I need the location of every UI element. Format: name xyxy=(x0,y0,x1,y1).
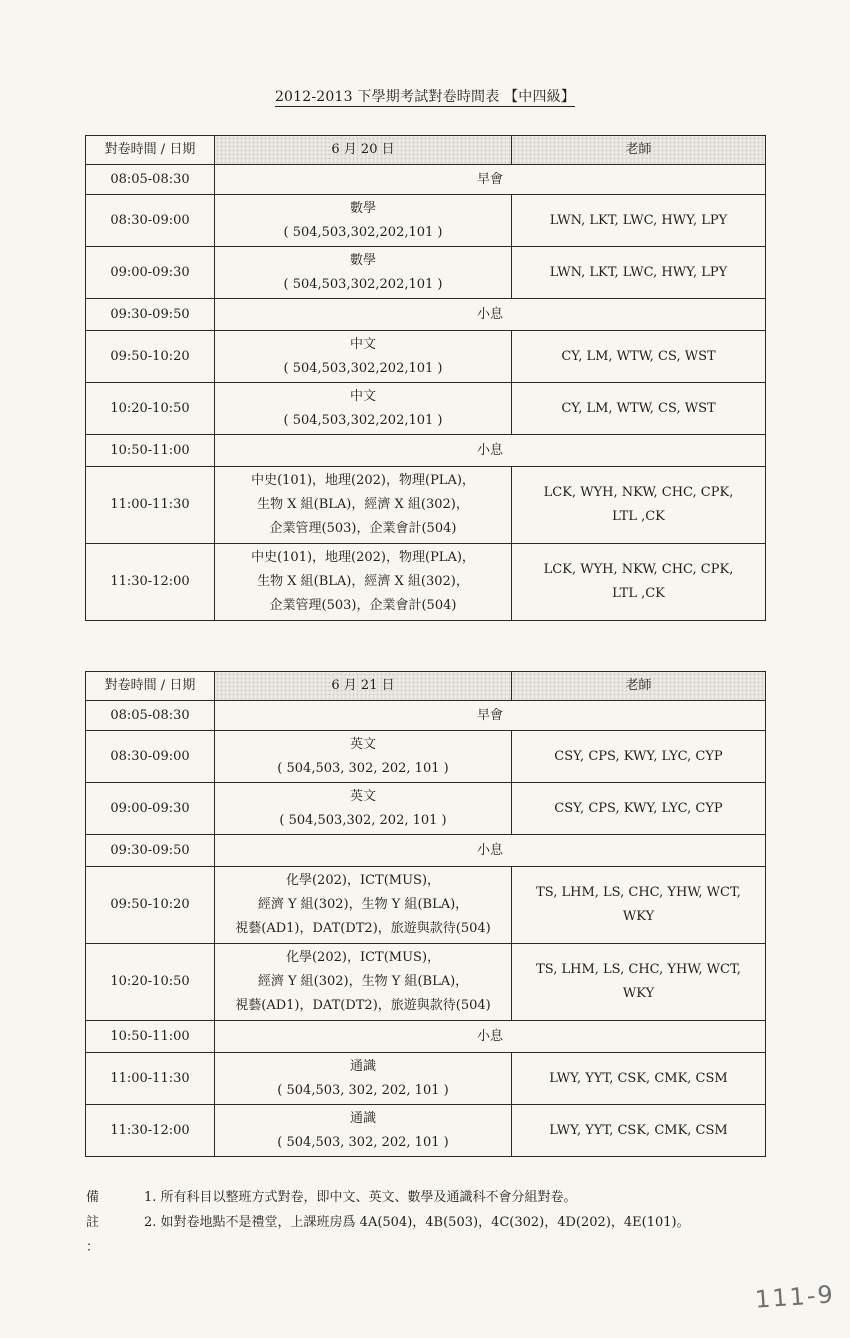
teacher-cell xyxy=(512,467,766,544)
table-row xyxy=(86,435,766,467)
teacher-line: CSY, CPS, KWY, LYC, CYP xyxy=(554,748,723,764)
table-row xyxy=(86,383,766,435)
subject-line: ( 504,503,302,202,101 ) xyxy=(283,412,443,428)
subject-line: 英文 xyxy=(349,736,376,752)
subject-line: 中史(101)，地理(202)，物理(PLA)， xyxy=(251,473,475,488)
subject-cell xyxy=(215,783,512,835)
table-row xyxy=(86,1053,766,1105)
time-cell: 09:00-09:30 xyxy=(86,783,215,835)
header-time-date: 對卷時間 / 日期 xyxy=(86,672,215,701)
table-row xyxy=(86,195,766,247)
table-row xyxy=(86,247,766,299)
schedule-table-june-21 xyxy=(85,671,766,1157)
subject-cell xyxy=(215,467,512,544)
table-row xyxy=(86,467,766,544)
time-cell: 09:30-09:50 xyxy=(86,299,215,331)
teacher-cell xyxy=(512,195,766,247)
event-cell: 早會 xyxy=(215,165,766,195)
event-cell: 小息 xyxy=(215,435,766,467)
teacher-line: LCK, WYH, NKW, CHC, CPK, xyxy=(543,485,734,500)
teacher-line: LWY, YYT, CSK, CMK, CSM xyxy=(549,1070,728,1086)
time-cell: 11:00-11:30 xyxy=(86,1053,215,1105)
teacher-line: LWN, LKT, LWC, HWY, LPY xyxy=(549,212,728,228)
subject-line: 中文 xyxy=(349,336,376,352)
subject-line: ( 504,503,302, 202, 101 ) xyxy=(279,812,447,828)
subject-line: 通識 xyxy=(349,1058,376,1074)
table-header-row xyxy=(86,136,766,165)
teacher-line: LWY, YYT, CSK, CMK, CSM xyxy=(549,1122,728,1138)
teacher-cell xyxy=(512,783,766,835)
subject-line: 數學 xyxy=(349,200,376,216)
time-cell: 10:20-10:50 xyxy=(86,383,215,435)
teacher-line: CY, LM, WTW, CS, WST xyxy=(561,348,716,364)
teacher-cell xyxy=(512,944,766,1021)
subject-line: 視藝(AD1)，DAT(DT2)，旅遊與款待(504) xyxy=(235,998,491,1013)
event-cell: 小息 xyxy=(215,835,766,867)
time-cell: 11:30-12:00 xyxy=(86,544,215,621)
teacher-cell xyxy=(512,1105,766,1157)
subject-line: 數學 xyxy=(349,252,376,268)
subject-line: ( 504,503, 302, 202, 101 ) xyxy=(277,760,449,776)
schedule-table-june-20 xyxy=(85,135,766,621)
teacher-line: CY, LM, WTW, CS, WST xyxy=(561,400,716,416)
time-cell: 11:30-12:00 xyxy=(86,1105,215,1157)
teacher-line: LWN, LKT, LWC, HWY, LPY xyxy=(549,264,728,280)
subject-line: 經濟 Y 組(302)，生物 Y 組(BLA)， xyxy=(257,897,469,912)
subject-line: 經濟 Y 組(302)，生物 Y 組(BLA)， xyxy=(257,974,469,989)
table-row xyxy=(86,299,766,331)
subject-cell xyxy=(215,1105,512,1157)
time-cell: 08:05-08:30 xyxy=(86,701,215,731)
notes-label: 備註 ： xyxy=(86,1190,100,1255)
title-text: 2012-2013 下學期考試對卷時間表 【中四級】 xyxy=(274,89,576,105)
teacher-line: WKY xyxy=(622,909,655,924)
subject-cell xyxy=(215,731,512,783)
subject-cell xyxy=(215,331,512,383)
subject-cell xyxy=(215,383,512,435)
teacher-cell xyxy=(512,1053,766,1105)
subject-line: ( 504,503, 302, 202, 101 ) xyxy=(277,1082,449,1098)
table-row xyxy=(86,783,766,835)
teacher-cell xyxy=(512,247,766,299)
header-teacher: 老師 xyxy=(512,136,766,165)
table-row xyxy=(86,544,766,621)
notes-list xyxy=(144,1185,784,1235)
subject-line: 生物 X 組(BLA)，經濟 X 組(302)， xyxy=(257,497,469,512)
time-cell: 10:50-11:00 xyxy=(86,1021,215,1053)
time-cell: 10:50-11:00 xyxy=(86,435,215,467)
table-row xyxy=(86,731,766,783)
time-cell: 09:50-10:20 xyxy=(86,331,215,383)
subject-cell xyxy=(215,195,512,247)
table-row xyxy=(86,1021,766,1053)
teacher-cell xyxy=(512,867,766,944)
subject-line: 中文 xyxy=(349,388,376,404)
time-cell: 09:50-10:20 xyxy=(86,867,215,944)
time-cell: 10:20-10:50 xyxy=(86,944,215,1021)
table-row xyxy=(86,165,766,195)
header-teacher: 老師 xyxy=(512,672,766,701)
table-header-row xyxy=(86,672,766,701)
teacher-line: TS, LHM, LS, CHC, YHW, WCT, xyxy=(536,962,741,977)
subject-line: 企業管理(503)，企業會計(504) xyxy=(269,521,457,536)
event-cell: 小息 xyxy=(215,299,766,331)
subject-line: ( 504,503,302,202,101 ) xyxy=(283,276,443,292)
table-row xyxy=(86,331,766,383)
time-cell: 08:30-09:00 xyxy=(86,731,215,783)
table-row xyxy=(86,701,766,731)
header-date: 6 月 21 日 xyxy=(215,672,512,701)
subject-line: ( 504,503,302,202,101 ) xyxy=(283,360,443,376)
note-item-2: 2. 如對卷地點不是禮堂，上課班房爲 4A(504)，4B(503)，4C(302)，4D(202)，4E(101)。 xyxy=(144,1215,690,1230)
subject-line: 英文 xyxy=(349,788,376,804)
event-cell: 小息 xyxy=(215,1021,766,1053)
subject-line: 視藝(AD1)，DAT(DT2)，旅遊與款待(504) xyxy=(235,921,491,936)
header-date: 6 月 20 日 xyxy=(215,136,512,165)
subject-line: ( 504,503,302,202,101 ) xyxy=(283,224,443,240)
time-cell: 11:00-11:30 xyxy=(86,467,215,544)
subject-cell xyxy=(215,1053,512,1105)
time-cell: 08:30-09:00 xyxy=(86,195,215,247)
subject-cell xyxy=(215,867,512,944)
time-cell: 09:00-09:30 xyxy=(86,247,215,299)
subject-cell xyxy=(215,247,512,299)
table-row xyxy=(86,1105,766,1157)
subject-line: ( 504,503, 302, 202, 101 ) xyxy=(277,1134,449,1150)
teacher-cell xyxy=(512,731,766,783)
subject-line: 企業管理(503)，企業會計(504) xyxy=(269,598,457,613)
teacher-line: LCK, WYH, NKW, CHC, CPK, xyxy=(543,562,734,577)
teacher-line: CSY, CPS, KWY, LYC, CYP xyxy=(554,800,723,816)
subject-line: 化學(202)，ICT(MUS)， xyxy=(285,950,441,965)
teacher-line: WKY xyxy=(622,986,655,1001)
table-row xyxy=(86,835,766,867)
subject-cell xyxy=(215,944,512,1021)
event-cell: 早會 xyxy=(215,701,766,731)
subject-cell xyxy=(215,544,512,621)
subject-line: 中史(101)，地理(202)，物理(PLA)， xyxy=(251,550,475,565)
teacher-cell xyxy=(512,383,766,435)
subject-line: 通識 xyxy=(349,1110,376,1126)
teacher-cell xyxy=(512,331,766,383)
time-cell: 08:05-08:30 xyxy=(86,165,215,195)
teacher-line: LTL ,CK xyxy=(612,509,665,524)
subject-line: 化學(202)，ICT(MUS)， xyxy=(285,873,441,888)
teacher-line: TS, LHM, LS, CHC, YHW, WCT, xyxy=(536,885,741,900)
teacher-line: LTL ,CK xyxy=(612,586,665,601)
handwritten-page-number: 111-9 xyxy=(754,1280,836,1314)
header-time-date: 對卷時間 / 日期 xyxy=(86,136,215,165)
subject-line: 生物 X 組(BLA)，經濟 X 組(302)， xyxy=(257,574,469,589)
note-item-1: 1. 所有科目以整班方式對卷，即中文、英文、數學及通識科不會分組對卷。 xyxy=(144,1190,577,1205)
table-row xyxy=(86,944,766,1021)
teacher-cell xyxy=(512,544,766,621)
time-cell: 09:30-09:50 xyxy=(86,835,215,867)
table-row xyxy=(86,867,766,944)
page-title xyxy=(0,86,850,106)
